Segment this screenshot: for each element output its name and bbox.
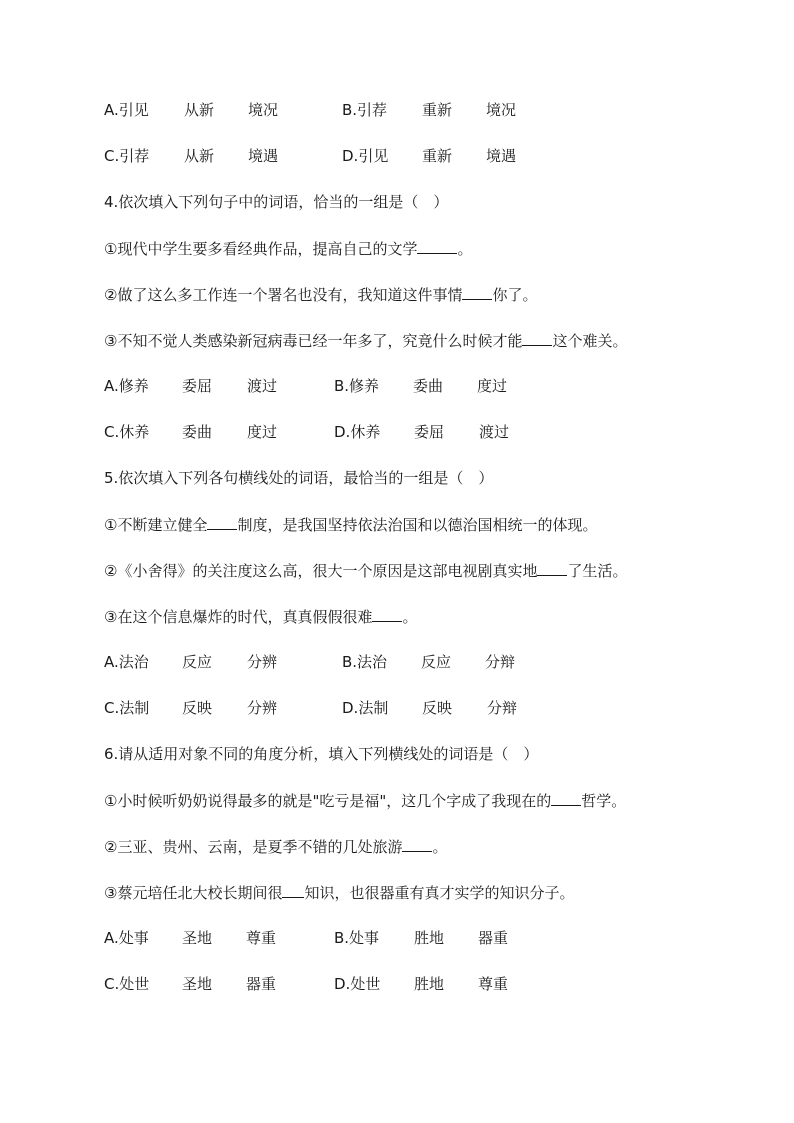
option-a-word3: 分辨 bbox=[247, 653, 278, 671]
sentence-text: 这个难关。 bbox=[552, 332, 628, 350]
answer-blank bbox=[372, 606, 402, 622]
answer-blank bbox=[282, 882, 304, 898]
option-a-word3: 境况 bbox=[248, 101, 279, 119]
option-a-word2: 反应 bbox=[182, 653, 213, 671]
option-a: A.引见 bbox=[104, 101, 149, 119]
answer-blank bbox=[537, 560, 567, 576]
option-b-word2: 胜地 bbox=[414, 929, 445, 947]
answer-blank bbox=[417, 238, 457, 254]
sentence-text: ③不知不觉人类感染新冠病毒已经一年多了，究竟什么时候才能 bbox=[104, 332, 523, 350]
option-c-word3: 器重 bbox=[246, 975, 277, 993]
sentence-text: ①现代中学生要多看经典作品，提高自己的文学 bbox=[104, 240, 418, 258]
option-d: D.处世 bbox=[334, 975, 381, 993]
question-5-stem: 5.依次填入下列各句横线处的词语，最恰当的一组是（ ） bbox=[104, 469, 494, 487]
question-5-sentence-3 bbox=[104, 606, 417, 627]
option-b-word2: 反应 bbox=[421, 653, 452, 671]
question-6-sentence-3 bbox=[104, 882, 574, 903]
sentence-text: ③在这个信息爆炸的时代，真真假假很难 bbox=[104, 608, 373, 626]
option-b: B.修养 bbox=[334, 377, 380, 395]
sentence-text: ①不断建立健全 bbox=[104, 516, 208, 534]
option-d-word3: 尊重 bbox=[478, 975, 509, 993]
option-d-word2: 胜地 bbox=[414, 975, 445, 993]
option-a: A.处事 bbox=[104, 929, 149, 947]
option-b: B.法治 bbox=[342, 653, 388, 671]
question-4-stem: 4.依次填入下列句子中的词语，恰当的一组是（ ） bbox=[104, 193, 449, 211]
sentence-text: ②做了这么多工作连一个署名也没有，我知道这件事情 bbox=[104, 286, 463, 304]
question-4-sentence-3 bbox=[104, 330, 627, 351]
sentence-text: 。 bbox=[432, 838, 448, 856]
sentence-text: 。 bbox=[457, 240, 473, 258]
option-d-word2: 委屈 bbox=[414, 423, 445, 441]
option-c: C.引荐 bbox=[104, 147, 150, 165]
question-5-sentence-1 bbox=[104, 514, 597, 535]
option-c: C.处世 bbox=[104, 975, 150, 993]
answer-blank bbox=[551, 790, 581, 806]
sentence-text: 了生活。 bbox=[567, 562, 628, 580]
option-a: A.法治 bbox=[104, 653, 149, 671]
option-c-word3: 分辨 bbox=[247, 699, 278, 717]
option-d-word3: 境遇 bbox=[486, 147, 517, 165]
question-5-sentence-2 bbox=[104, 560, 627, 581]
sentence-text: 。 bbox=[402, 608, 418, 626]
option-b-word3: 度过 bbox=[477, 377, 508, 395]
sentence-text: 你了。 bbox=[492, 286, 538, 304]
sentence-text: ③蔡元培任北大校长期间很 bbox=[104, 884, 283, 902]
option-c-word2: 圣地 bbox=[182, 975, 213, 993]
option-b-word3: 分辩 bbox=[485, 653, 516, 671]
option-b: B.引荐 bbox=[342, 101, 388, 119]
question-4-sentence-1 bbox=[104, 238, 472, 259]
option-d-word3: 分辩 bbox=[487, 699, 518, 717]
option-a-word3: 尊重 bbox=[246, 929, 277, 947]
option-a-word2: 从新 bbox=[184, 101, 215, 119]
option-d: D.休养 bbox=[334, 423, 381, 441]
option-a-word3: 渡过 bbox=[247, 377, 278, 395]
sentence-text: ②《小舍得》的关注度这么高，很大一个原因是这部电视剧真实地 bbox=[104, 562, 538, 580]
option-c-word2: 从新 bbox=[184, 147, 215, 165]
option-a-word2: 委屈 bbox=[182, 377, 213, 395]
option-d: D.法制 bbox=[342, 699, 389, 717]
question-6-sentence-1 bbox=[104, 790, 626, 811]
option-b-word3: 境况 bbox=[486, 101, 517, 119]
option-d-word2: 重新 bbox=[422, 147, 453, 165]
option-b-word2: 委曲 bbox=[413, 377, 444, 395]
option-c: C.休养 bbox=[104, 423, 150, 441]
option-c-word2: 委曲 bbox=[182, 423, 213, 441]
question-4-sentence-2 bbox=[104, 284, 537, 305]
option-c: C.法制 bbox=[104, 699, 150, 717]
answer-blank bbox=[462, 284, 492, 300]
answer-blank bbox=[207, 514, 237, 530]
option-c-word3: 度过 bbox=[247, 423, 278, 441]
sentence-text: 制度，是我国坚持依法治国和以德治国相统一的体现。 bbox=[237, 516, 598, 534]
option-a-word2: 圣地 bbox=[182, 929, 213, 947]
answer-blank bbox=[402, 836, 432, 852]
sentence-text: 哲学。 bbox=[581, 792, 627, 810]
sentence-text: 知识，也很器重有真才实学的知识分子。 bbox=[304, 884, 575, 902]
question-6-sentence-2 bbox=[104, 836, 447, 857]
question-6-stem: 6.请从适用对象不同的角度分析，填入下列横线处的词语是（ ） bbox=[104, 745, 539, 763]
sentence-text: ①小时候听奶奶说得最多的就是"吃亏是福"，这几个字成了我现在的 bbox=[104, 792, 552, 810]
option-d: D.引见 bbox=[342, 147, 389, 165]
option-d-word3: 渡过 bbox=[479, 423, 510, 441]
option-b-word2: 重新 bbox=[422, 101, 453, 119]
option-c-word3: 境遇 bbox=[248, 147, 279, 165]
sentence-text: ②三亚、贵州、云南，是夏季不错的几处旅游 bbox=[104, 838, 403, 856]
option-a: A.修养 bbox=[104, 377, 149, 395]
option-c-word2: 反映 bbox=[182, 699, 213, 717]
option-b: B.处事 bbox=[334, 929, 380, 947]
answer-blank bbox=[522, 330, 552, 346]
option-d-word2: 反映 bbox=[422, 699, 453, 717]
option-b-word3: 器重 bbox=[478, 929, 509, 947]
